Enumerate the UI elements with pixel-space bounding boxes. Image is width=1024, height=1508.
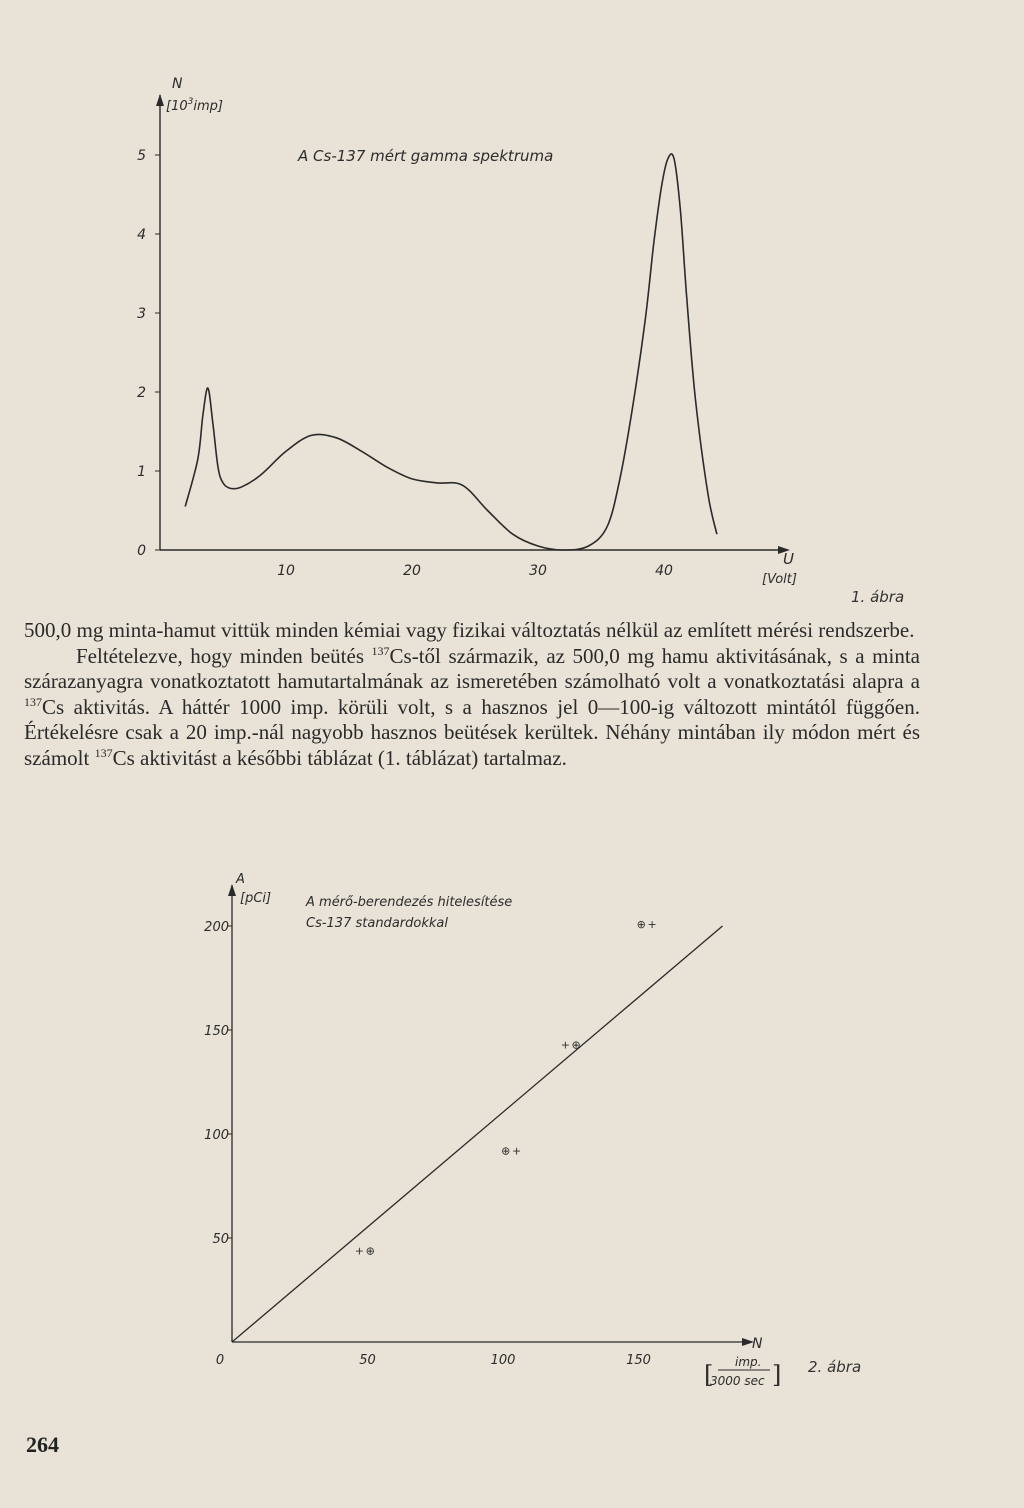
figure-2-caption: 2. ábra	[808, 1358, 862, 1376]
figure-2-axes	[228, 884, 754, 1346]
x-unit-numerator: imp.	[735, 1355, 762, 1369]
x-tick-label-2: 150	[626, 1353, 651, 1368]
calibration-point-marker: +	[560, 1038, 570, 1052]
calibration-point-marker: +	[647, 917, 657, 931]
y-tick-label-2: 150	[204, 1024, 229, 1039]
calibration-point-marker: ⊕	[571, 1038, 581, 1052]
x-axis-label-2: N	[752, 1336, 763, 1352]
y-tick-label: 4	[137, 227, 146, 243]
spectrum-curve	[185, 154, 717, 550]
y-tick-label: 0	[137, 543, 146, 559]
calibration-point-marker: ⊕	[501, 1144, 511, 1158]
x-tick-label: 30	[529, 563, 547, 579]
y-tick-label-2: 200	[204, 920, 229, 935]
page-number: 264	[26, 1432, 59, 1457]
x-unit-denominator: 3000 sec	[710, 1374, 765, 1388]
x-tick-label: 40	[655, 563, 673, 579]
x-tick-label: 20	[403, 563, 421, 579]
x-axis-unit: [Volt]	[762, 572, 797, 587]
calibration-point-marker: +	[354, 1244, 364, 1258]
figure-1-ticks	[137, 148, 673, 579]
calibration-point-marker: ⊕	[365, 1244, 375, 1258]
x-tick-label: 10	[277, 563, 295, 579]
calibration-fit-line	[232, 926, 723, 1342]
y-axis-arrow-2	[228, 884, 236, 896]
x-tick-label-2: 50	[359, 1353, 376, 1368]
y-tick-label: 3	[137, 306, 146, 322]
x-tick-label-2: 100	[490, 1353, 516, 1368]
paragraph-2: Feltételezve, hogy minden beütés $^{137}$Cs-től származik, az 500,0 mg hamu aktivitásának, s a minta szárazanyagra vonatkoztatott hamutartalmának az ismeretében számolható volt a vonatkoztatási alapra a $^{137}$Cs aktivitás. A háttér 1000 imp. körüli volt, s a hasznos jel 0—100-ig változott mintától függően. Értékelésre csak a 20 imp.-nál nagyobb hasznos beütések kerültek. Néhány mintában ily módon mért és számolt $^{137}$Cs aktivitást a későbbi táblázat (1. táblázat) tartalmaz.	[24, 643, 920, 770]
figure-2-ticks	[204, 917, 651, 1368]
x-unit-bracket-right: ]	[772, 1361, 782, 1389]
y-axis-arrow	[156, 94, 164, 106]
y-axis-label: N	[172, 76, 183, 92]
figure-1-gamma-spectrum	[0, 70, 1024, 630]
y-tick-label-2: 50	[212, 1232, 229, 1247]
figure-2-calibration	[0, 860, 1024, 1400]
calibration-point-marker: +	[511, 1144, 522, 1158]
x-axis-label: U	[783, 550, 794, 568]
figure-1-caption: 1. ábra	[851, 588, 905, 606]
y-tick-label: 1	[137, 464, 146, 480]
figure-2-subtitle: Cs-137 standardokkal	[306, 916, 448, 931]
figure-1-title: A Cs-137 mért gamma spektruma	[298, 147, 554, 165]
y-tick-label-2: 100	[204, 1128, 229, 1143]
y-axis-label-2: A	[236, 872, 245, 887]
figure-2-title: A mérő-berendezés hitelesítése	[306, 895, 513, 910]
paragraph-1: 500,0 mg minta-hamut vittük minden kémiai vagy fizikai változtatás nélkül az említett mérési rendszerbe.	[24, 618, 915, 642]
y-axis-unit: $[10^3imp]$	[166, 97, 223, 114]
y-tick-label: 2	[137, 385, 146, 401]
calibration-markers	[355, 918, 657, 1258]
x-tick-label-2: 0	[215, 1353, 225, 1368]
body-text	[24, 618, 920, 771]
calibration-point-marker: ⊕	[636, 917, 646, 931]
y-tick-label: 5	[137, 148, 146, 164]
x-unit-bracket-left: [	[704, 1361, 714, 1389]
y-axis-unit-2: [pCi]	[240, 891, 272, 906]
